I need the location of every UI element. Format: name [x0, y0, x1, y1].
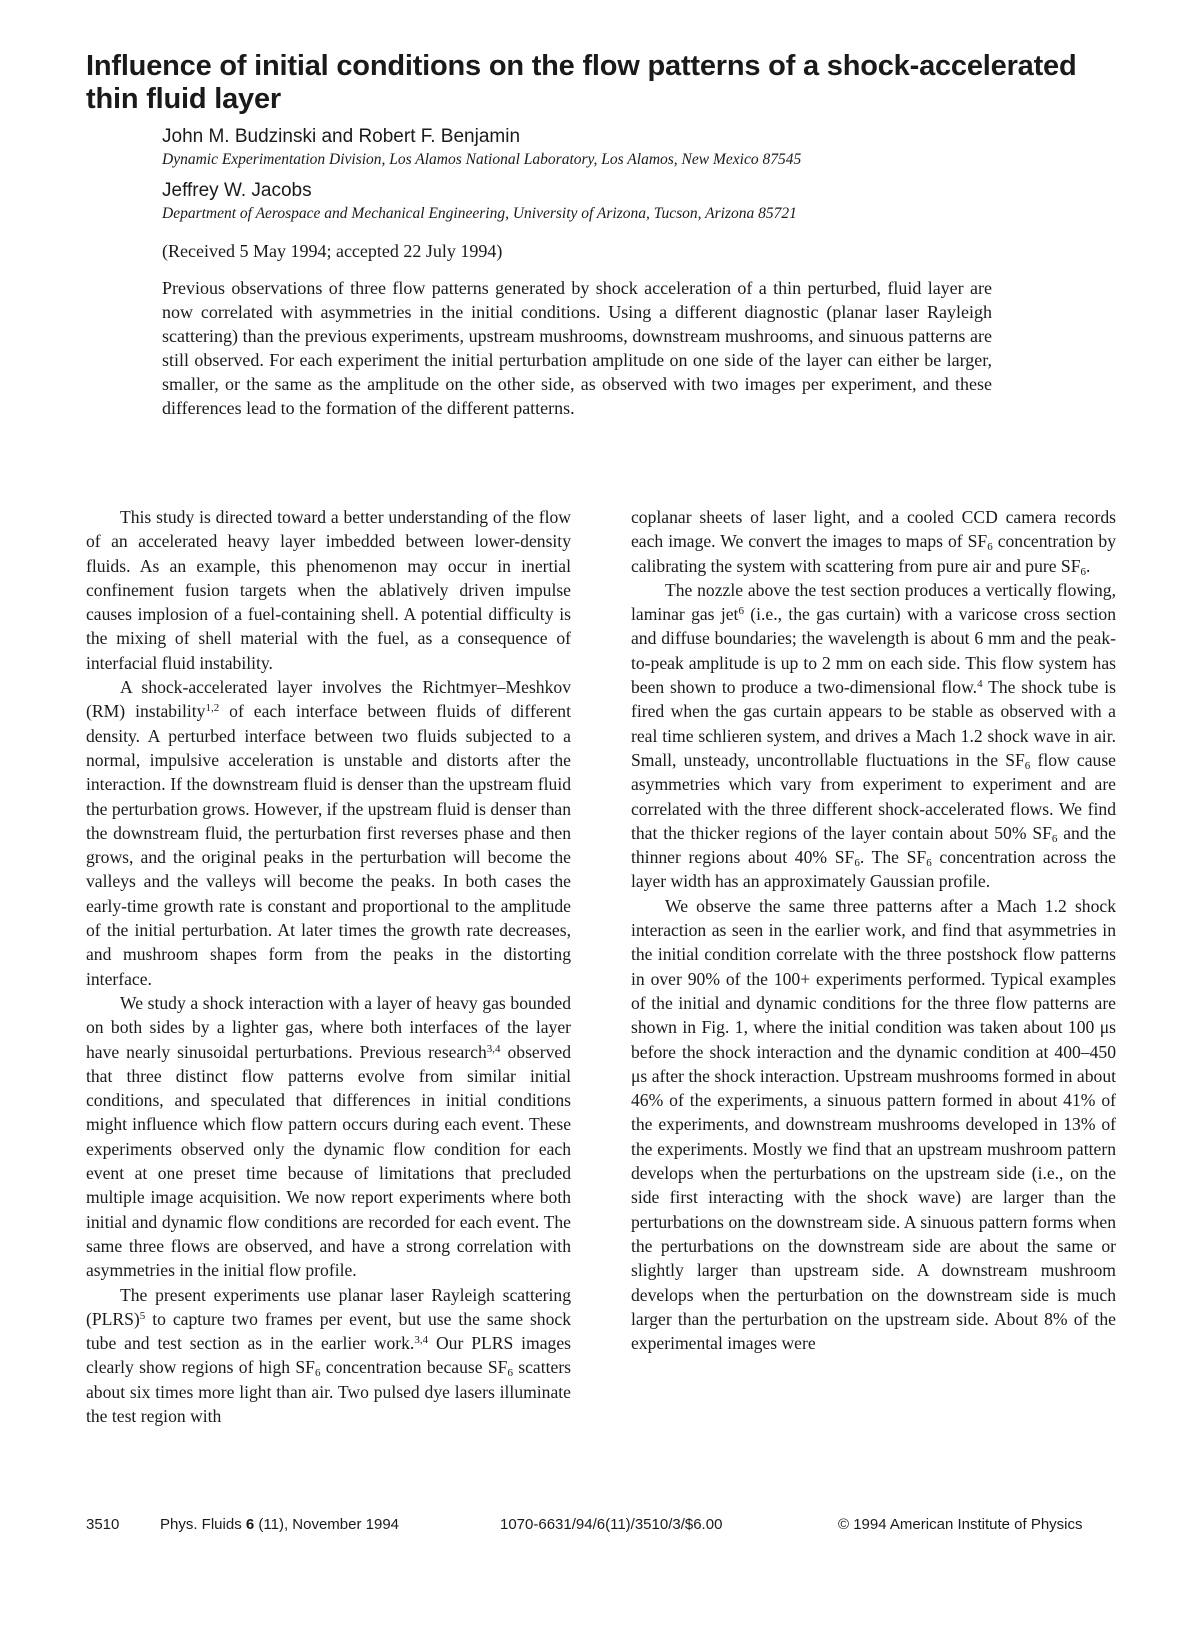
body-column-left	[86, 505, 571, 1428]
paragraph-intro: This study is directed toward a better understanding of the flow of an accelerated heavy layer imbedded between lower-density fluids. As an example, this phenomenon may occur in inertial confinement fusion targets when the ablatively driven impulse causes implosion of a fuel-containing shell. A potential difficulty is the mixing of shell material with the fuel, as a consequence of interfacial fluid instability.	[86, 507, 571, 673]
paragraph-rm-instability: A shock-accelerated layer involves the Richtmyer–Meshkov (RM) instability$^{1,2}$ of each interface between fluids of different density. A perturbed interface between two fluids subjected to a normal, impulsive acceleration is unstable and distorts after the interaction. If the downstream fluid is denser than the upstream fluid the perturbation grows. However, if the upstream fluid is denser than the downstream fluid, the perturbation first reverses phase and then grows, and the original peaks in the perturbation will become the valleys and the valleys will become the peaks. In both cases the early-time growth rate is constant and proportional to the amplitude of the initial perturbation. At later times the growth rate decreases, and mushroom shapes form from the peaks in the distorting interface.	[86, 677, 571, 989]
paragraph-shock-interaction: We study a shock interaction with a layer of heavy gas bounded on both sides by a lighter gas, where both interfaces of the layer have nearly sinusoidal perturbations. Previous research$^{3,4}$ observed that three distinct flow patterns evolve from similar initial conditions, and speculated that differences in initial conditions might influence which flow pattern occurs during each event. These experiments observed only the dynamic flow condition for each event at one preset time because of limitations that precluded multiple image acquisition. We now report experiments where both initial and dynamic flow conditions are recorded for each event. The same three flows are observed, and have a strong correlation with asymmetries in the initial flow profile.	[86, 992, 571, 1281]
affiliation-2: Department of Aerospace and Mechanical Engineering, University of Arizona, Tucson, Arizona 85721	[162, 205, 797, 222]
received-dates: (Received 5 May 1994; accepted 22 July 1994)	[162, 241, 503, 261]
paragraph-plrs: The present experiments use planar laser Rayleigh scattering (PLRS)$^5$ to capture two frames per event, but use the same shock tube and test section as in the earlier work.$^{3,4}$ Our PLRS images clearly show regions of high $SF_6$ concentration because $SF_6$ scatters about six times more light than air. Two pulsed dye lasers illuminate the test region with	[86, 1284, 572, 1426]
affiliation-1: Dynamic Experimentation Division, Los Alamos National Laboratory, Los Alamos, New Mexico 87545	[162, 151, 802, 168]
paper-title: Influence of initial conditions on the flow patterns of a shock-accelerated thin fluid layer	[86, 50, 1077, 115]
authors-line-2: Jeffrey W. Jacobs	[162, 180, 312, 201]
paragraph-laser-continued: coplanar sheets of laser light, and a cooled CCD camera records each image. We convert the images to maps of $SF_6$ concentration by calibrating the system with scattering from pure air and pure $SF_6$.	[631, 507, 1117, 578]
paragraph-observations: We observe the same three patterns after a Mach 1.2 shock interaction as seen in the earlier work, and find that asymmetries in the initial condition correlate with the three postshock flow patterns in over 90% of the 100+ experiments performed. Typical examples of the initial and dynamic conditions for the three flow patterns are shown in Fig. 1, where the initial condition was taken about 100 μs before the shock interaction and the dynamic condition at 400–450 μs after the shock interaction. Upstream mushrooms formed in about 46% of the experiments, a sinuous pattern formed in about 41% of the experiments, and downstream mushrooms developed in 13% of the experiments. Mostly we find that an upstream mushroom pattern develops when the perturbations on the upstream side (i.e., on the side first interacting with the shock wave) are larger than the perturbations on the downstream side. A sinuous pattern forms when the perturbations on the downstream side are about the same or slightly larger than upstream side. A downstream mushroom develops when the perturbation on the downstream side is much larger than the perturbation on the upstream side. About 8% of the experimental images were	[631, 895, 1116, 1354]
body-column-right	[631, 505, 1116, 1355]
abstract: Previous observations of three flow patterns generated by shock acceleration of a thin perturbed, fluid layer are now correlated with asymmetries in the initial conditions. Using a different diagnostic (planar laser Rayleigh scattering) than the previous experiments, upstream mushrooms, downstream mushrooms, and sinuous patterns are still observed. For each experiment the initial perturbation amplitude on one side of the layer can either be larger, smaller, or the same as the amplitude on the other side, as observed with two images per experiment, and these differences lead to the formation of the different patterns.	[162, 278, 992, 418]
journal-citation: Phys. Fluids 6 (11), November 1994	[160, 1516, 400, 1533]
page-number: 3510	[86, 1516, 120, 1533]
publication-code: 1070-6631/94/6(11)/3510/3/$6.00	[500, 1516, 723, 1533]
copyright-notice: © 1994 American Institute of Physics	[838, 1516, 1083, 1533]
authors-line-1: John M. Budzinski and Robert F. Benjamin	[162, 126, 521, 147]
paragraph-nozzle: The nozzle above the test section produces a vertically flowing, laminar gas jet$^6$ (i.e., the gas curtain) with a varicose cross section and diffuse boundaries; the wavelength is about 6 mm and the peak-to-peak amplitude is up to 2 mm on each side. This flow system has been shown to produce a two-dimensional flow.$^4$ The shock tube is fired when the gas curtain appears to be stable as observed with a real time schlieren system, and drives a Mach 1.2 shock wave in air. Small, unsteady, uncontrollable fluctuations in the $SF_6$ flow cause asymmetries which vary from experiment to experiment and are correlated with the three different shock-accelerated flows. We find that the thicker regions of the layer contain about 50% $SF_6$ and the thinner regions about 40% $SF_6$. The $SF_6$ concentration across the layer width has an approximately Gaussian profile.	[631, 579, 1116, 892]
